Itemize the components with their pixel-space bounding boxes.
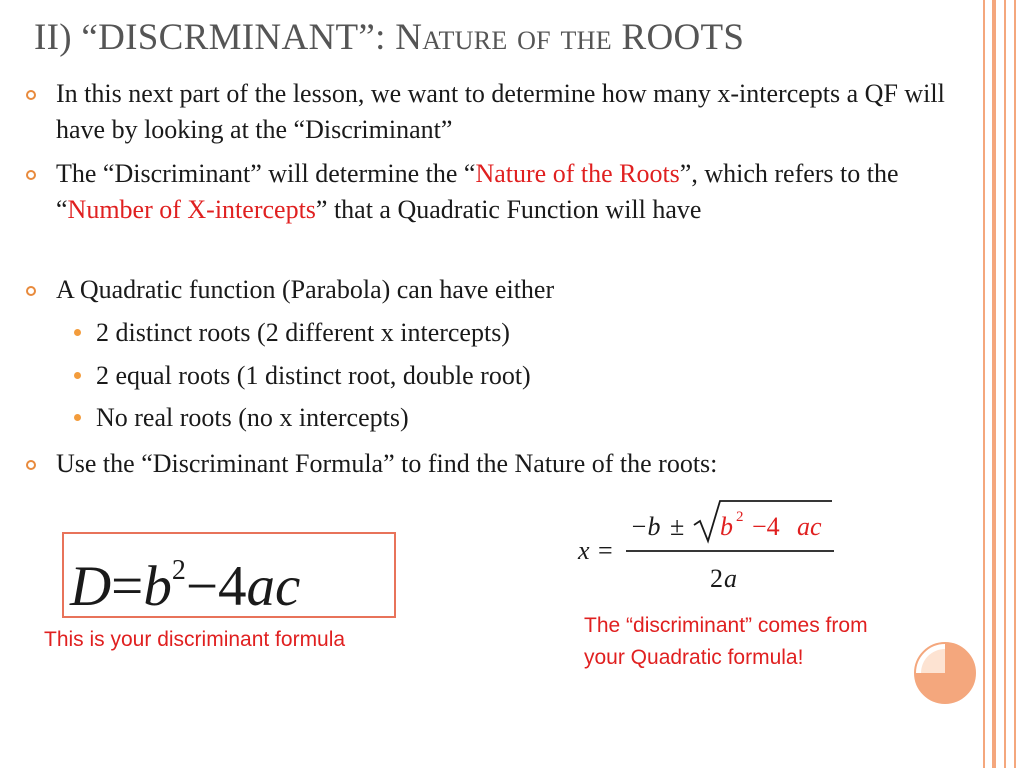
bullet-use-formula: Use the “Discriminant Formula” to find the Nature of the roots: [56,449,718,478]
qf-ac: ac [797,512,822,541]
bullet-quadratic-either: A Quadratic function (Parabola) can have either [56,275,555,304]
formula-d: D [70,555,112,618]
slide-title [34,16,744,59]
decor-stripe [1004,0,1006,768]
bullet-discriminant-def [56,156,996,228]
b2-text-mid: ”, which refers to the “ [56,159,899,224]
formula-equals: = [111,555,144,618]
qf-exponent: 2 [736,509,744,525]
bullet-intro: In this next part of the lesson, we want to determine how many x-intercepts a QF will have by looking at the “Discriminant” [56,79,945,144]
sub-bullet-icon [74,414,81,421]
formula-four: 4 [217,555,247,618]
bullet-icon [26,90,36,100]
qf-denominator-a: a [724,564,737,593]
qf-b: b [720,512,733,541]
sub-bullet-icon [74,372,81,379]
decor-pie-icon [912,640,978,706]
title-suffix: ROOTS [611,17,745,58]
formula-exponent: 2 [171,555,186,586]
sub-bullet-no-real-roots: No real roots (no x intercepts) [96,403,409,432]
quadratic-caption-line2: your Quadratic formula! [584,646,804,669]
nature-of-roots-highlight: Nature of the Roots [475,159,680,188]
bullet-icon [26,460,36,470]
formula-b: b [143,555,172,618]
qf-x: x [578,536,590,565]
quadratic-caption-line1: The “discriminant” comes from [584,614,868,637]
sub-bullet-equal-roots: 2 equal roots (1 distinct root, double root) [96,361,531,390]
number-of-x-intercepts-highlight: Number of X-intercepts [67,195,316,224]
decor-stripe [992,0,996,768]
qf-neg-b: −b [630,512,661,541]
title-nature: Nature of the [395,17,612,58]
quadratic-formula [570,495,850,595]
qf-plus-minus: ± [670,512,685,541]
formula-ac: ac [246,555,301,618]
formula-minus: − [185,555,218,618]
sub-bullet-icon [74,329,81,336]
title-prefix: II) “DISCRMINANT”: [34,17,396,58]
sub-bullet-distinct-roots: 2 distinct roots (2 different x intercepts) [96,318,510,347]
qf-equals: = [598,536,613,565]
decor-stripe [1014,0,1016,768]
b2-text-post: ” that a Quadratic Function will have [315,195,702,224]
discriminant-formula [70,545,300,619]
bullet-icon [26,170,36,180]
b2-text-pre: The “Discriminant” will determine the “ [56,159,476,188]
qf-denominator-2: 2 [710,564,723,593]
bullet-icon [26,286,36,296]
qf-minus-four: −4 [752,512,780,541]
decor-stripe [983,0,985,768]
discriminant-caption: This is your discriminant formula [44,628,346,651]
